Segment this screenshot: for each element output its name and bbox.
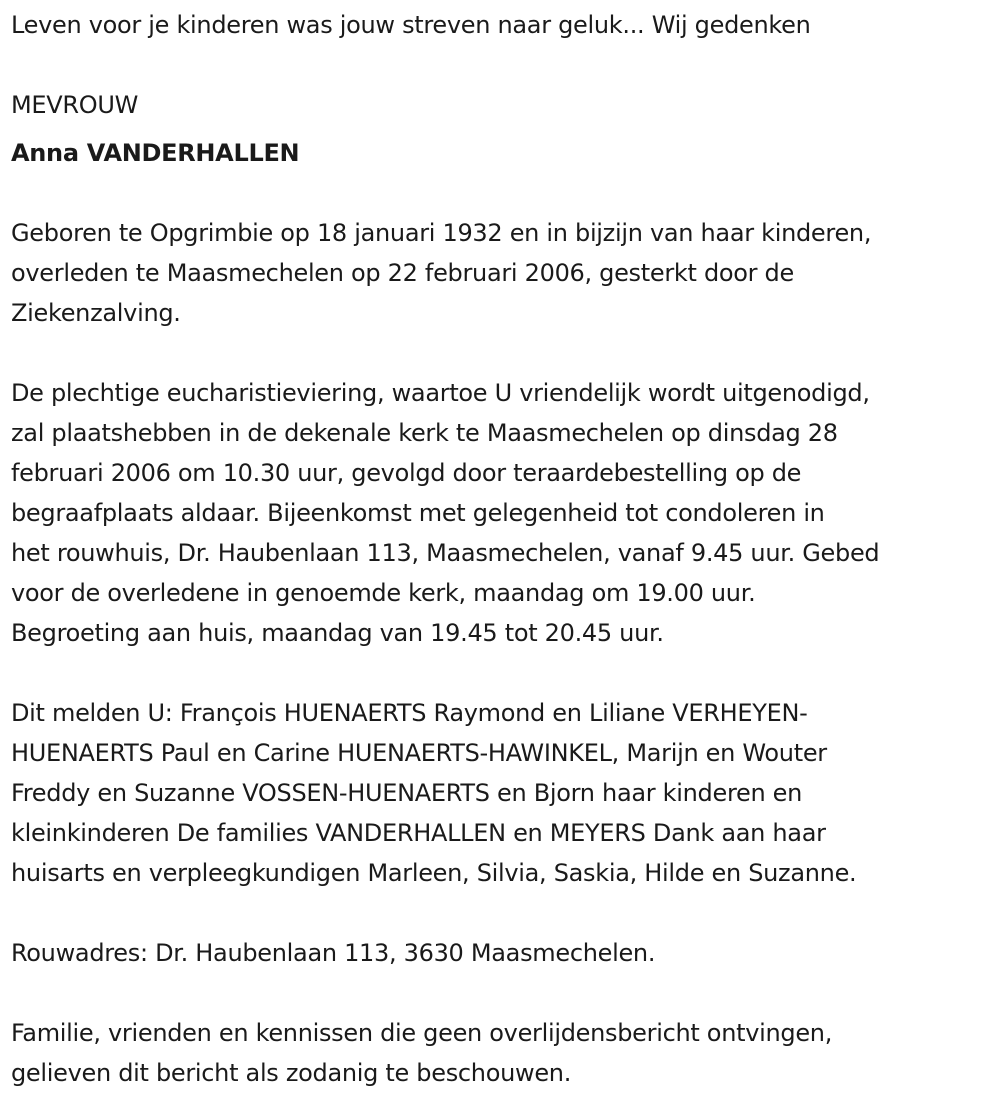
spacer bbox=[11, 333, 996, 373]
closing-paragraph: Familie, vrienden en kennissen die geen overlijdensbericht ontvingen, gelieven dit bericht als zodanig te beschouwen. bbox=[11, 1019, 833, 1087]
deceased-name: Anna VANDERHALLEN bbox=[11, 139, 300, 167]
spacer bbox=[11, 125, 996, 133]
ceremony-paragraph: De plechtige eucharistieviering, waartoe U vriendelijk wordt uitgenodigd, zal plaatshebben in de dekenale kerk te Maasmechelen op dinsdag 28 februari 2006 om 10.30 uur, gevolgd door teraardebestelling op de begraafplaats aldaar. Bijeenkomst met gelegenheid tot condoleren in het rouwhuis, Dr. Haubenlaan 113, Maasmechelen, vanaf 9.45 uur. Gebed voor de overledene in genoemde kerk, maandag om 19.00 uur. Begroeting aan huis, maandag van 19.45 tot 20.45 uur. bbox=[11, 379, 880, 647]
birth-death-paragraph: Geboren te Opgrimbie op 18 januari 1932 en in bijzijn van haar kinderen, overleden te Maasmechelen op 22 februari 2006, gesterkt door de Ziekenzalving. bbox=[11, 219, 872, 327]
obituary-notice bbox=[11, 5, 996, 1093]
mourning-address: Rouwadres: Dr. Haubenlaan 113, 3630 Maasmechelen. bbox=[11, 939, 656, 967]
spacer bbox=[11, 973, 996, 1013]
spacer bbox=[11, 653, 996, 693]
announcers-paragraph: Dit melden U: François HUENAERTS Raymond en Liliane VERHEYEN- HUENAERTS Paul en Carine HUENAERTS-HAWINKEL, Marijn en Wouter Freddy en Suzanne VOSSEN-HUENAERTS en Bjorn haar kinderen en kleinkinderen De families VANDERHALLEN en MEYERS Dank aan haar huisarts en verpleegkundigen Marleen, Silvia, Saskia, Hilde en Suzanne. bbox=[11, 699, 857, 887]
spacer bbox=[11, 893, 996, 933]
title-prefix: MEVROUW bbox=[11, 91, 139, 119]
spacer bbox=[11, 173, 996, 213]
intro-line: Leven voor je kinderen was jouw streven naar geluk... Wij gedenken bbox=[11, 11, 811, 39]
spacer bbox=[11, 45, 996, 85]
